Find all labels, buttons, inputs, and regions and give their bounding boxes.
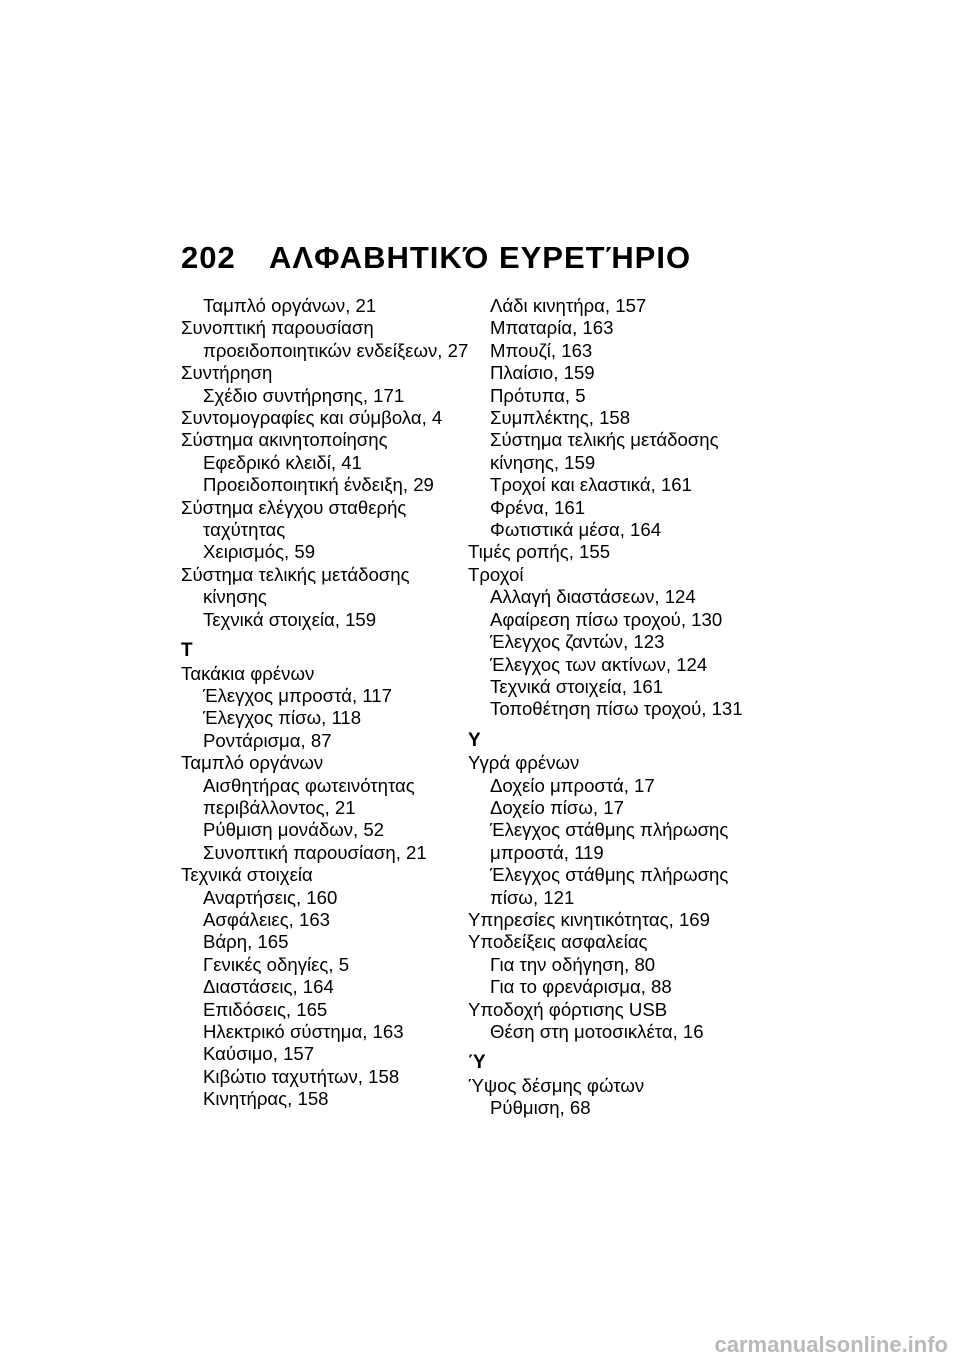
- index-subentry: Έλεγχος μπροστά, 117: [203, 684, 392, 706]
- index-subentry: Τοποθέτηση πίσω τροχού, 131: [490, 698, 743, 720]
- index-entry: Υγρά φρένων: [468, 752, 580, 774]
- page-number: 202: [181, 240, 236, 275]
- index-subentry: Πρότυπα, 5: [490, 384, 586, 406]
- index-subentry: Έλεγχος ζαντών, 123: [490, 631, 665, 653]
- index-subentry: Ηλεκτρικό σύστημα, 163: [203, 1021, 404, 1042]
- index-subentry: Έλεγχος στάθμης πλήρωσης: [490, 864, 729, 886]
- index-subentry: μπροστά, 119: [490, 841, 604, 863]
- index-subentry: Αναρτήσεις, 160: [203, 886, 338, 908]
- index-subentry: Συμπλέκτης, 158: [490, 407, 631, 429]
- index-letter-heading: Ύ: [468, 1052, 486, 1074]
- index-subentry: Ρύθμιση μονάδων, 52: [203, 819, 385, 841]
- index-subentry: Τροχοί και ελαστικά, 161: [490, 474, 692, 496]
- index-column-left: [181, 295, 471, 1111]
- page-header: [181, 240, 691, 276]
- index-subentry: Φωτιστικά μέσα, 164: [490, 519, 662, 541]
- index-subentry: Πλαίσιο, 159: [490, 362, 595, 384]
- index-letter-heading: Τ: [181, 640, 193, 662]
- index-entry: Ταμπλό οργάνων: [181, 752, 324, 774]
- index-subentry: Τεχνικά στοιχεία, 161: [490, 675, 664, 697]
- index-subentry: Δοχείο μπροστά, 17: [490, 774, 655, 796]
- index-subentry: Εφεδρικό κλειδί, 41: [203, 451, 362, 473]
- index-subentry: κίνησης: [203, 586, 267, 608]
- index-entry: Τεχνικά στοιχεία: [181, 864, 313, 886]
- index-subentry: Ταμπλό οργάνων, 21: [203, 295, 377, 316]
- index-subentry: Γενικές οδηγίες, 5: [203, 953, 350, 975]
- index-entry: Σύστημα ακινητοποίησης: [181, 429, 388, 451]
- index-subentry: Ρύθμιση, 68: [490, 1097, 591, 1119]
- index-subentry: Λάδι κινητήρα, 157: [490, 295, 647, 316]
- index-subentry: περιβάλλοντος, 21: [203, 796, 356, 818]
- index-subentry: Διαστάσεις, 164: [203, 976, 334, 998]
- index-subentry: Χειρισμός, 59: [203, 541, 316, 563]
- watermark: carmanualsonline.info: [714, 1332, 948, 1357]
- index-subentry: Επιδόσεις, 165: [203, 998, 328, 1020]
- index-subentry: Προειδοποιητική ένδειξη, 29: [203, 474, 434, 496]
- index-subentry: Για την οδήγηση, 80: [490, 953, 656, 975]
- index-subentry: Βάρη, 165: [203, 931, 289, 953]
- index-entry: Υποδείξεις ασφαλείας: [468, 931, 648, 953]
- index-column-right: [468, 295, 758, 1120]
- index-subentry: Τεχνικά στοιχεία, 159: [203, 608, 377, 630]
- index-subentry: Ασφάλειες, 163: [203, 908, 331, 930]
- index-subentry: προειδοποιητικών ενδείξεων, 27: [203, 339, 469, 361]
- index-entry: Συντήρηση: [181, 362, 273, 384]
- index-entry: Συντομογραφίες και σύμβολα, 4: [181, 407, 443, 429]
- index-subentry: Καύσιμο, 157: [203, 1043, 315, 1065]
- index-subentry: Για το φρενάρισμα, 88: [490, 976, 672, 998]
- index-subentry: ταχύτητας: [203, 519, 286, 541]
- index-entry: Τροχοί: [468, 563, 524, 585]
- index-subentry: Θέση στη μοτοσικλέτα, 16: [490, 1021, 704, 1042]
- index-entry: Υπηρεσίες κινητικότητας, 169: [468, 908, 710, 930]
- index-subentry: Συνοπτική παρουσίαση, 21: [203, 841, 427, 863]
- index-entry: Τιμές ροπής, 155: [468, 541, 611, 563]
- index-subentry: κίνησης, 159: [490, 451, 596, 473]
- index-entry: Τακάκια φρένων: [181, 662, 315, 684]
- index-subentry: Σύστημα τελικής μετάδοσης: [490, 429, 719, 451]
- index-entry: Σύστημα τελικής μετάδοσης: [181, 563, 410, 585]
- index-subentry: Έλεγχος στάθμης πλήρωσης: [490, 819, 729, 841]
- index-subentry: Φρένα, 161: [490, 496, 586, 518]
- index-entry: Υποδοχή φόρτισης USB: [468, 998, 668, 1020]
- index-subentry: Κινητήρας, 158: [203, 1088, 329, 1110]
- page-title: ΑΛΦΑΒΗΤΙΚΌ ΕΥΡΕΤΉΡΙΟ: [269, 240, 692, 275]
- index-subentry: Κιβώτιο ταχυτήτων, 158: [203, 1065, 400, 1087]
- index-subentry: Σχέδιο συντήρησης, 171: [203, 384, 405, 406]
- index-subentry: Αφαίρεση πίσω τροχού, 130: [490, 608, 723, 630]
- index-subentry: Μπαταρία, 163: [490, 317, 614, 339]
- index-subentry: Μπουζί, 163: [490, 339, 593, 361]
- index-subentry: Δοχείο πίσω, 17: [490, 796, 624, 818]
- index-subentry: Ροντάρισμα, 87: [203, 729, 332, 751]
- index-letter-heading: Υ: [468, 729, 481, 751]
- index-entry: Σύστημα ελέγχου σταθερής: [181, 496, 407, 518]
- index-subentry: Αλλαγή διαστάσεων, 124: [490, 586, 696, 608]
- index-entry: Συνοπτική παρουσίαση: [181, 317, 374, 339]
- index-subentry: Αισθητήρας φωτεινότητας: [203, 774, 415, 796]
- index-entry: Ύψος δέσμης φώτων: [468, 1074, 645, 1096]
- index-subentry: Έλεγχος των ακτίνων, 124: [490, 653, 708, 675]
- index-subentry: Έλεγχος πίσω, 118: [203, 707, 362, 729]
- index-subentry: πίσω, 121: [490, 886, 575, 908]
